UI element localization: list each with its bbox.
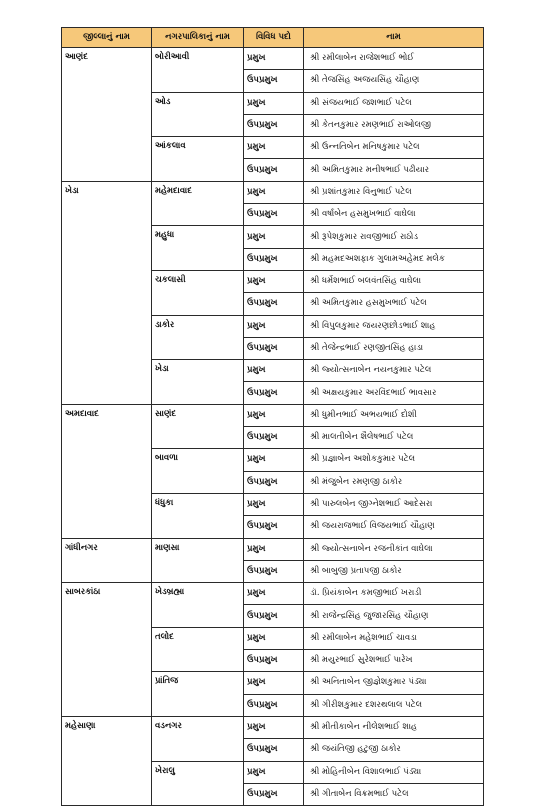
table-row <box>62 583 484 605</box>
role-cell: ઉપપ્રમુખ <box>244 605 304 627</box>
name-cell: શ્રી અક્ષયકુમાર અરવિંદભાઈ ભાવસાર <box>304 382 484 404</box>
role-cell: પ્રમુખ <box>244 538 304 560</box>
role-cell: ઉપપ્રમુખ <box>244 694 304 716</box>
name-cell: શ્રી મંજુબેન રમણજી ઠાકોર <box>304 471 484 493</box>
name-cell: શ્રી જયરાજભાઈ વિજયભાઈ ચૌહાણ <box>304 516 484 538</box>
role-cell: ઉપપ્રમુખ <box>244 650 304 672</box>
table-row <box>62 716 484 738</box>
municipality-cell: સાણંદ <box>152 404 244 449</box>
role-cell: ઉપપ્રમુખ <box>244 204 304 226</box>
table-row <box>62 48 484 70</box>
municipality-cell: પ્રાંતિજ <box>152 672 244 717</box>
name-cell: ડૉ. પ્રિયંકાબેન કમજીભાઈ ખરાડી <box>304 583 484 605</box>
name-cell: શ્રી વર્ષાબેન હસમુખભાઈ વાઘેલા <box>304 204 484 226</box>
municipality-cell: ધંધુકા <box>152 493 244 538</box>
office-bearers-table <box>61 27 484 806</box>
name-cell: શ્રી પ્રજ્ઞાબેન અશોકકુમાર પટેલ <box>304 449 484 471</box>
role-cell: પ્રમુખ <box>244 137 304 159</box>
name-cell: શ્રી તેજેન્દ્રભાઈ રણજીતસિંહ હાડા <box>304 337 484 359</box>
name-cell: શ્રી રૂપેશકુમાર રાવજીભાઈ રાઠોડ <box>304 226 484 248</box>
name-cell: શ્રી મોહિનીબેન વિશાલભાઈ પંડ્યા <box>304 761 484 783</box>
role-cell: ઉપપ્રમુખ <box>244 337 304 359</box>
role-cell: પ્રમુખ <box>244 672 304 694</box>
table-row <box>62 538 484 560</box>
municipality-cell: આંકલાવ <box>152 137 244 182</box>
municipality-cell: ઓડ <box>152 92 244 137</box>
municipality-cell: ડાકોર <box>152 315 244 360</box>
role-cell: ઉપપ્રમુખ <box>244 159 304 181</box>
municipality-cell: ખેડબ્રહ્મા <box>152 583 244 628</box>
role-cell: ઉપપ્રમુખ <box>244 516 304 538</box>
role-cell: પ્રમુખ <box>244 761 304 783</box>
district-cell: અમદાવાદ <box>62 404 152 538</box>
name-cell: શ્રી પારુલબેન જીગ્નેશભાઈ આદેસરા <box>304 493 484 515</box>
municipality-cell: ખેડા <box>152 360 244 405</box>
name-cell: શ્રી મીતીકાબેન નીલેશભાઈ શાહ <box>304 716 484 738</box>
name-cell: શ્રી જયંતિજી હટુજી ઠાકોર <box>304 739 484 761</box>
district-cell: ખેડા <box>62 181 152 404</box>
name-cell: શ્રી પ્રશાંતકુમાર વિનુભાઈ પટેલ <box>304 181 484 203</box>
role-cell: પ્રમુખ <box>244 583 304 605</box>
name-cell: શ્રી બાબુજી પ્રતાપજી ઠાકોર <box>304 560 484 582</box>
district-cell: ગાંધીનગર <box>62 538 152 583</box>
role-cell: ઉપપ્રમુખ <box>244 70 304 92</box>
role-cell: ઉપપ્રમુખ <box>244 427 304 449</box>
name-cell: શ્રી વિપુલકુમાર જયરણછોડભાઈ શાહ <box>304 315 484 337</box>
municipality-cell: વડનગર <box>152 716 244 761</box>
name-cell: શ્રી રાજેન્દ્રસિંહ જુજારસિંહ ચૌહાણ <box>304 605 484 627</box>
role-cell: પ્રમુખ <box>244 449 304 471</box>
role-cell: ઉપપ્રમુખ <box>244 471 304 493</box>
name-cell: શ્રી ધર્મેશભાઈ બલવંતસિંહ વાઘેલા <box>304 270 484 292</box>
role-cell: પ્રમુખ <box>244 181 304 203</box>
role-cell: ઉપપ્રમુખ <box>244 114 304 136</box>
role-cell: પ્રમુખ <box>244 360 304 382</box>
name-cell: શ્રી કેતનકુમાર રમણભાઈ રાઓલજી <box>304 114 484 136</box>
name-cell: શ્રી જ્યોત્સનાબેન રજનીકાંત વાઘેલા <box>304 538 484 560</box>
name-cell: શ્રી અમિતકુમાર હસમુખભાઈ પટેલ <box>304 293 484 315</box>
name-cell: શ્રી મહમદઅશફાક ગુલામઅહેમદ મલેક <box>304 248 484 270</box>
name-cell: શ્રી ધુમીનભાઈ અભયભાઈ દોશી <box>304 404 484 426</box>
role-cell: ઉપપ્રમુખ <box>244 382 304 404</box>
role-cell: પ્રમુખ <box>244 270 304 292</box>
role-cell: ઉપપ્રમુખ <box>244 783 304 805</box>
role-cell: પ્રમુખ <box>244 226 304 248</box>
municipality-cell: ચકલાસી <box>152 270 244 315</box>
role-cell: પ્રમુખ <box>244 92 304 114</box>
municipality-cell: તલોદ <box>152 627 244 672</box>
district-cell: આણંદ <box>62 48 152 182</box>
name-cell: શ્રી ગીતાબેન વિક્રમભાઈ પટેલ <box>304 783 484 805</box>
municipality-cell: બોરીઆવી <box>152 48 244 93</box>
municipality-cell: માણસા <box>152 538 244 583</box>
header-name: નામ <box>304 28 484 48</box>
name-cell: શ્રી રમીલાબેન રાજેશભાઈ ભોઈ <box>304 48 484 70</box>
role-cell: ઉપપ્રમુખ <box>244 560 304 582</box>
role-cell: પ્રમુખ <box>244 627 304 649</box>
name-cell: શ્રી ગીરીશકુમાર દશરથલાલ પટેલ <box>304 694 484 716</box>
name-cell: શ્રી મયુરભાઈ સુરેશભાઈ પારેખ <box>304 650 484 672</box>
role-cell: પ્રમુખ <box>244 315 304 337</box>
municipality-cell: બાવળા <box>152 449 244 494</box>
district-cell: મહેસાણા <box>62 716 152 805</box>
table-row <box>62 404 484 426</box>
role-cell: ઉપપ્રમુખ <box>244 739 304 761</box>
district-cell: સાબરકાંઠા <box>62 583 152 717</box>
municipality-cell: ખેરાલુ <box>152 761 244 806</box>
role-cell: પ્રમુખ <box>244 404 304 426</box>
role-cell: પ્રમુખ <box>244 493 304 515</box>
role-cell: પ્રમુખ <box>244 48 304 70</box>
role-cell: ઉપપ્રમુખ <box>244 248 304 270</box>
header-posts: વિવિધ પદો <box>244 28 304 48</box>
role-cell: ઉપપ્રમુખ <box>244 293 304 315</box>
name-cell: શ્રી રમીલાબેન મહેશભાઈ ચાવડા <box>304 627 484 649</box>
table-header <box>62 28 484 48</box>
name-cell: શ્રી સંજયભાઈ જશભાઈ પટેલ <box>304 92 484 114</box>
header-district: જીલ્લાનું નામ <box>62 28 152 48</box>
name-cell: શ્રી માલતીબેન શૈલેષભાઈ પટેલ <box>304 427 484 449</box>
table-row <box>62 181 484 203</box>
municipality-cell: મહેમદાવાદ <box>152 181 244 226</box>
header-municipality: નગરપાલિકાનું નામ <box>152 28 244 48</box>
name-cell: શ્રી અમિતકુમાર મનીષભાઈ પઢીયાર <box>304 159 484 181</box>
role-cell: પ્રમુખ <box>244 716 304 738</box>
name-cell: શ્રી જ્યોત્સનાબેન નયનકુમાર પટેલ <box>304 360 484 382</box>
name-cell: શ્રી તેજસિંહ અજયસિંહ ચૌહાણ <box>304 70 484 92</box>
municipality-cell: મહુધા <box>152 226 244 271</box>
name-cell: શ્રી અનિતાબેન જીજ્ઞેશકુમાર પંડ્યા <box>304 672 484 694</box>
name-cell: શ્રી ઉન્નતિબેન મનિષકુમાર પટેલ <box>304 137 484 159</box>
table-body <box>62 48 484 806</box>
